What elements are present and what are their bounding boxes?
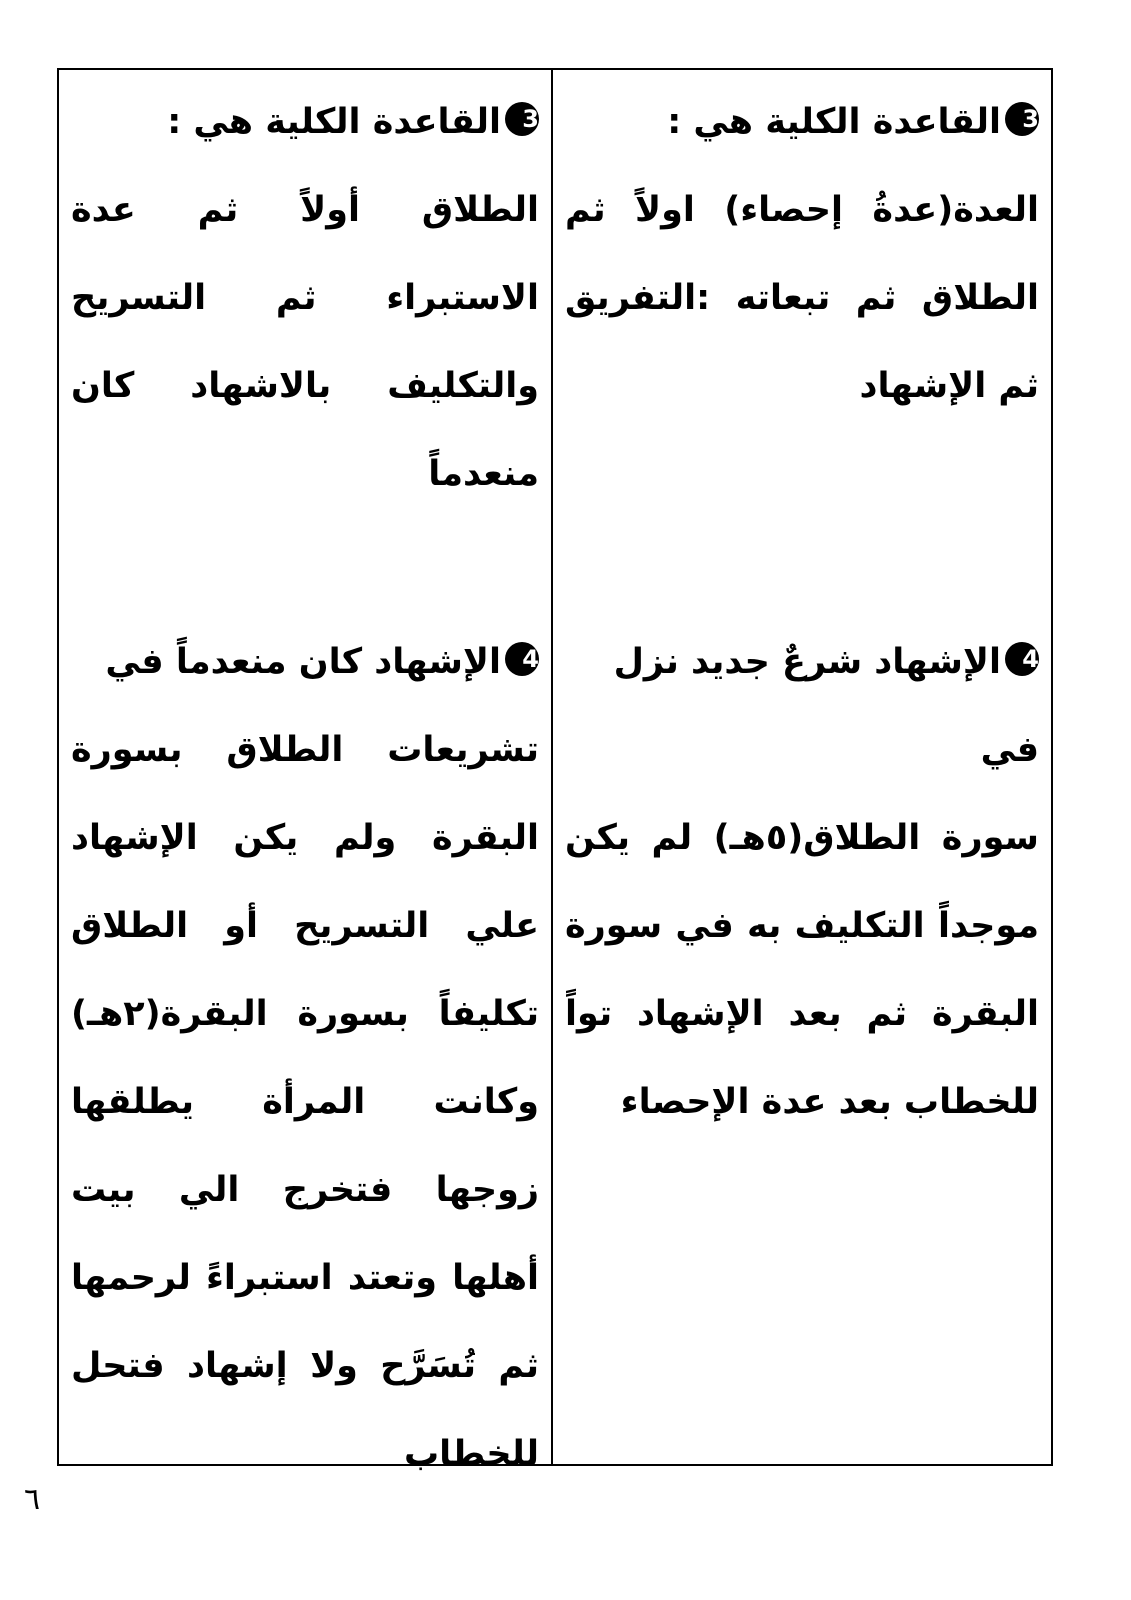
right-rule-4-heading-text: الإشهاد شرعٌ جديد نزل في [613, 642, 1039, 770]
right-rule-4-heading [565, 618, 1039, 794]
page-number: ٦ [24, 1482, 41, 1517]
right-rule-4 [565, 618, 1039, 1146]
left-rule-4-body: تشريعات الطلاق بسورة البقرة ولم يكن الإشهاد علي التسريح أو الطلاق تكليفاً بسورة البقرة(٢هـ) وكانت المرأة يطلقها زوجها فتخرج الي بيت أهلها وتعتد استبراءً لرحمها ثم تُسَرَّح ولا إشهاد فتحل للخطاب [71, 730, 539, 1474]
circled-number-3-icon: 3 [1005, 102, 1039, 136]
left-rule-3-body: الطلاق أولاً ثم عدة الاستبراء ثم التسريح والتكليف بالاشهاد كان منعدماً [71, 190, 539, 494]
left-rule-4 [71, 618, 539, 1498]
left-rule-3-heading-text: القاعدة الكلية هي : [167, 102, 501, 142]
left-rule-3-heading [71, 78, 539, 166]
comparison-table [57, 68, 1053, 1474]
right-rule-3-heading [565, 78, 1039, 166]
right-rule-3 [565, 78, 1039, 430]
left-rule-3 [71, 78, 539, 518]
circled-number-3-icon: 3 [505, 102, 539, 136]
right-rule-3-body: العدة(عدةُ إحصاء) اولاً ثم الطلاق ثم تبعاته :التفريق ثم الإشهاد [565, 190, 1039, 406]
right-rule-4-body: سورة الطلاق(٥هـ) لم يكن موجداً التكليف به في سورة البقرة ثم بعد الإشهاد تواً للخطاب بعد عدة الإحصاء [565, 818, 1039, 1122]
circled-number-4-icon: 4 [1005, 642, 1039, 676]
right-column [553, 70, 1051, 1464]
left-column [59, 70, 553, 1474]
circled-number-4-icon: 4 [505, 642, 539, 676]
left-rule-4-heading-text: الإشهاد كان منعدماً في [105, 642, 501, 682]
left-rule-4-heading [71, 618, 539, 706]
right-rule-3-heading-text: القاعدة الكلية هي : [667, 102, 1001, 142]
